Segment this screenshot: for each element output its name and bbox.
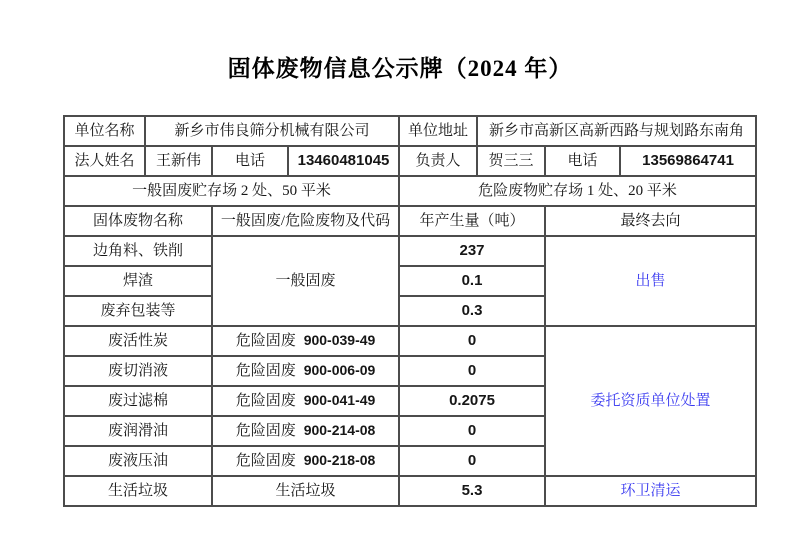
waste-destination-cell: 委托资质单位处置 <box>545 326 756 476</box>
waste-header-row <box>64 206 756 236</box>
header-destination-cell: 最终去向 <box>545 206 756 236</box>
waste-code-cell: 生活垃圾 <box>212 476 399 506</box>
waste-amount-cell: 0 <box>399 446 545 476</box>
waste-code-text: 900-218-08 <box>303 451 376 468</box>
waste-code-text: 900-006-09 <box>303 361 376 378</box>
waste-code-cell <box>212 386 399 416</box>
unit-name-label-cell: 单位名称 <box>64 116 145 146</box>
waste-amount-cell: 0 <box>399 416 545 446</box>
phone2-cell: 13569864741 <box>620 146 756 176</box>
legal-person-cell: 王新伟 <box>145 146 212 176</box>
waste-amount-cell: 0.2075 <box>399 386 545 416</box>
manager-label-cell: 负责人 <box>399 146 477 176</box>
waste-name-cell: 废弃包装等 <box>64 296 212 326</box>
waste-type-text: 危险固废 <box>235 332 296 349</box>
waste-name-cell: 废过滤棉 <box>64 386 212 416</box>
waste-type-text: 危险固废 <box>235 392 296 409</box>
phone2-label-cell: 电话 <box>545 146 620 176</box>
hazardous-storage-cell: 危险废物贮存场 1 处、20 平米 <box>399 176 756 206</box>
waste-amount-cell: 0.3 <box>399 296 545 326</box>
waste-code-cell <box>212 446 399 476</box>
waste-code-cell <box>212 356 399 386</box>
waste-code-text: 900-039-49 <box>303 331 376 348</box>
waste-destination-cell: 环卫清运 <box>545 476 756 506</box>
waste-name-cell: 废切消液 <box>64 356 212 386</box>
waste-amount-cell: 0 <box>399 326 545 356</box>
unit-name-cell: 新乡市伟良筛分机械有限公司 <box>145 116 399 146</box>
storage-info-row <box>64 176 756 206</box>
waste-notice-table <box>63 115 757 507</box>
waste-name-cell: 边角料、铁削 <box>64 236 212 266</box>
waste-type-text: 危险固废 <box>235 452 296 469</box>
manager-cell: 贺三三 <box>477 146 545 176</box>
waste-name-cell: 生活垃圾 <box>64 476 212 506</box>
unit-info-row <box>64 116 756 146</box>
waste-code-cell <box>212 416 399 446</box>
legal-person-label-cell: 法人姓名 <box>64 146 145 176</box>
header-waste-code-cell: 一般固废/危险废物及代码 <box>212 206 399 236</box>
unit-address-cell: 新乡市高新区高新西路与规划路东南角 <box>477 116 756 146</box>
waste-type-text: 危险固废 <box>235 422 296 439</box>
waste-name-cell: 焊渣 <box>64 266 212 296</box>
header-waste-name-cell: 固体废物名称 <box>64 206 212 236</box>
waste-row-general-0 <box>64 236 756 266</box>
waste-amount-cell: 0 <box>399 356 545 386</box>
waste-amount-cell: 237 <box>399 236 545 266</box>
waste-name-cell: 废润滑油 <box>64 416 212 446</box>
waste-code-text: 900-041-49 <box>303 391 376 408</box>
phone1-cell: 13460481045 <box>288 146 399 176</box>
contact-info-row <box>64 146 756 176</box>
waste-amount-cell: 0.1 <box>399 266 545 296</box>
waste-code-cell <box>212 326 399 356</box>
waste-code-text: 900-214-08 <box>303 421 376 438</box>
phone1-label-cell: 电话 <box>212 146 288 176</box>
waste-name-cell: 废液压油 <box>64 446 212 476</box>
waste-name-cell: 废活性炭 <box>64 326 212 356</box>
page-title: 固体废物信息公示牌（2024 年） <box>227 56 573 81</box>
waste-destination-cell: 出售 <box>545 236 756 326</box>
waste-row-hazard-0 <box>64 326 756 356</box>
waste-type-cell: 一般固废 <box>212 236 399 326</box>
waste-type-text: 危险固废 <box>235 362 296 379</box>
header-amount-cell: 年产生量（吨） <box>399 206 545 236</box>
waste-amount-cell: 5.3 <box>399 476 545 506</box>
unit-address-label-cell: 单位地址 <box>399 116 477 146</box>
waste-row-domestic <box>64 476 756 506</box>
general-storage-cell: 一般固废贮存场 2 处、50 平米 <box>64 176 399 206</box>
